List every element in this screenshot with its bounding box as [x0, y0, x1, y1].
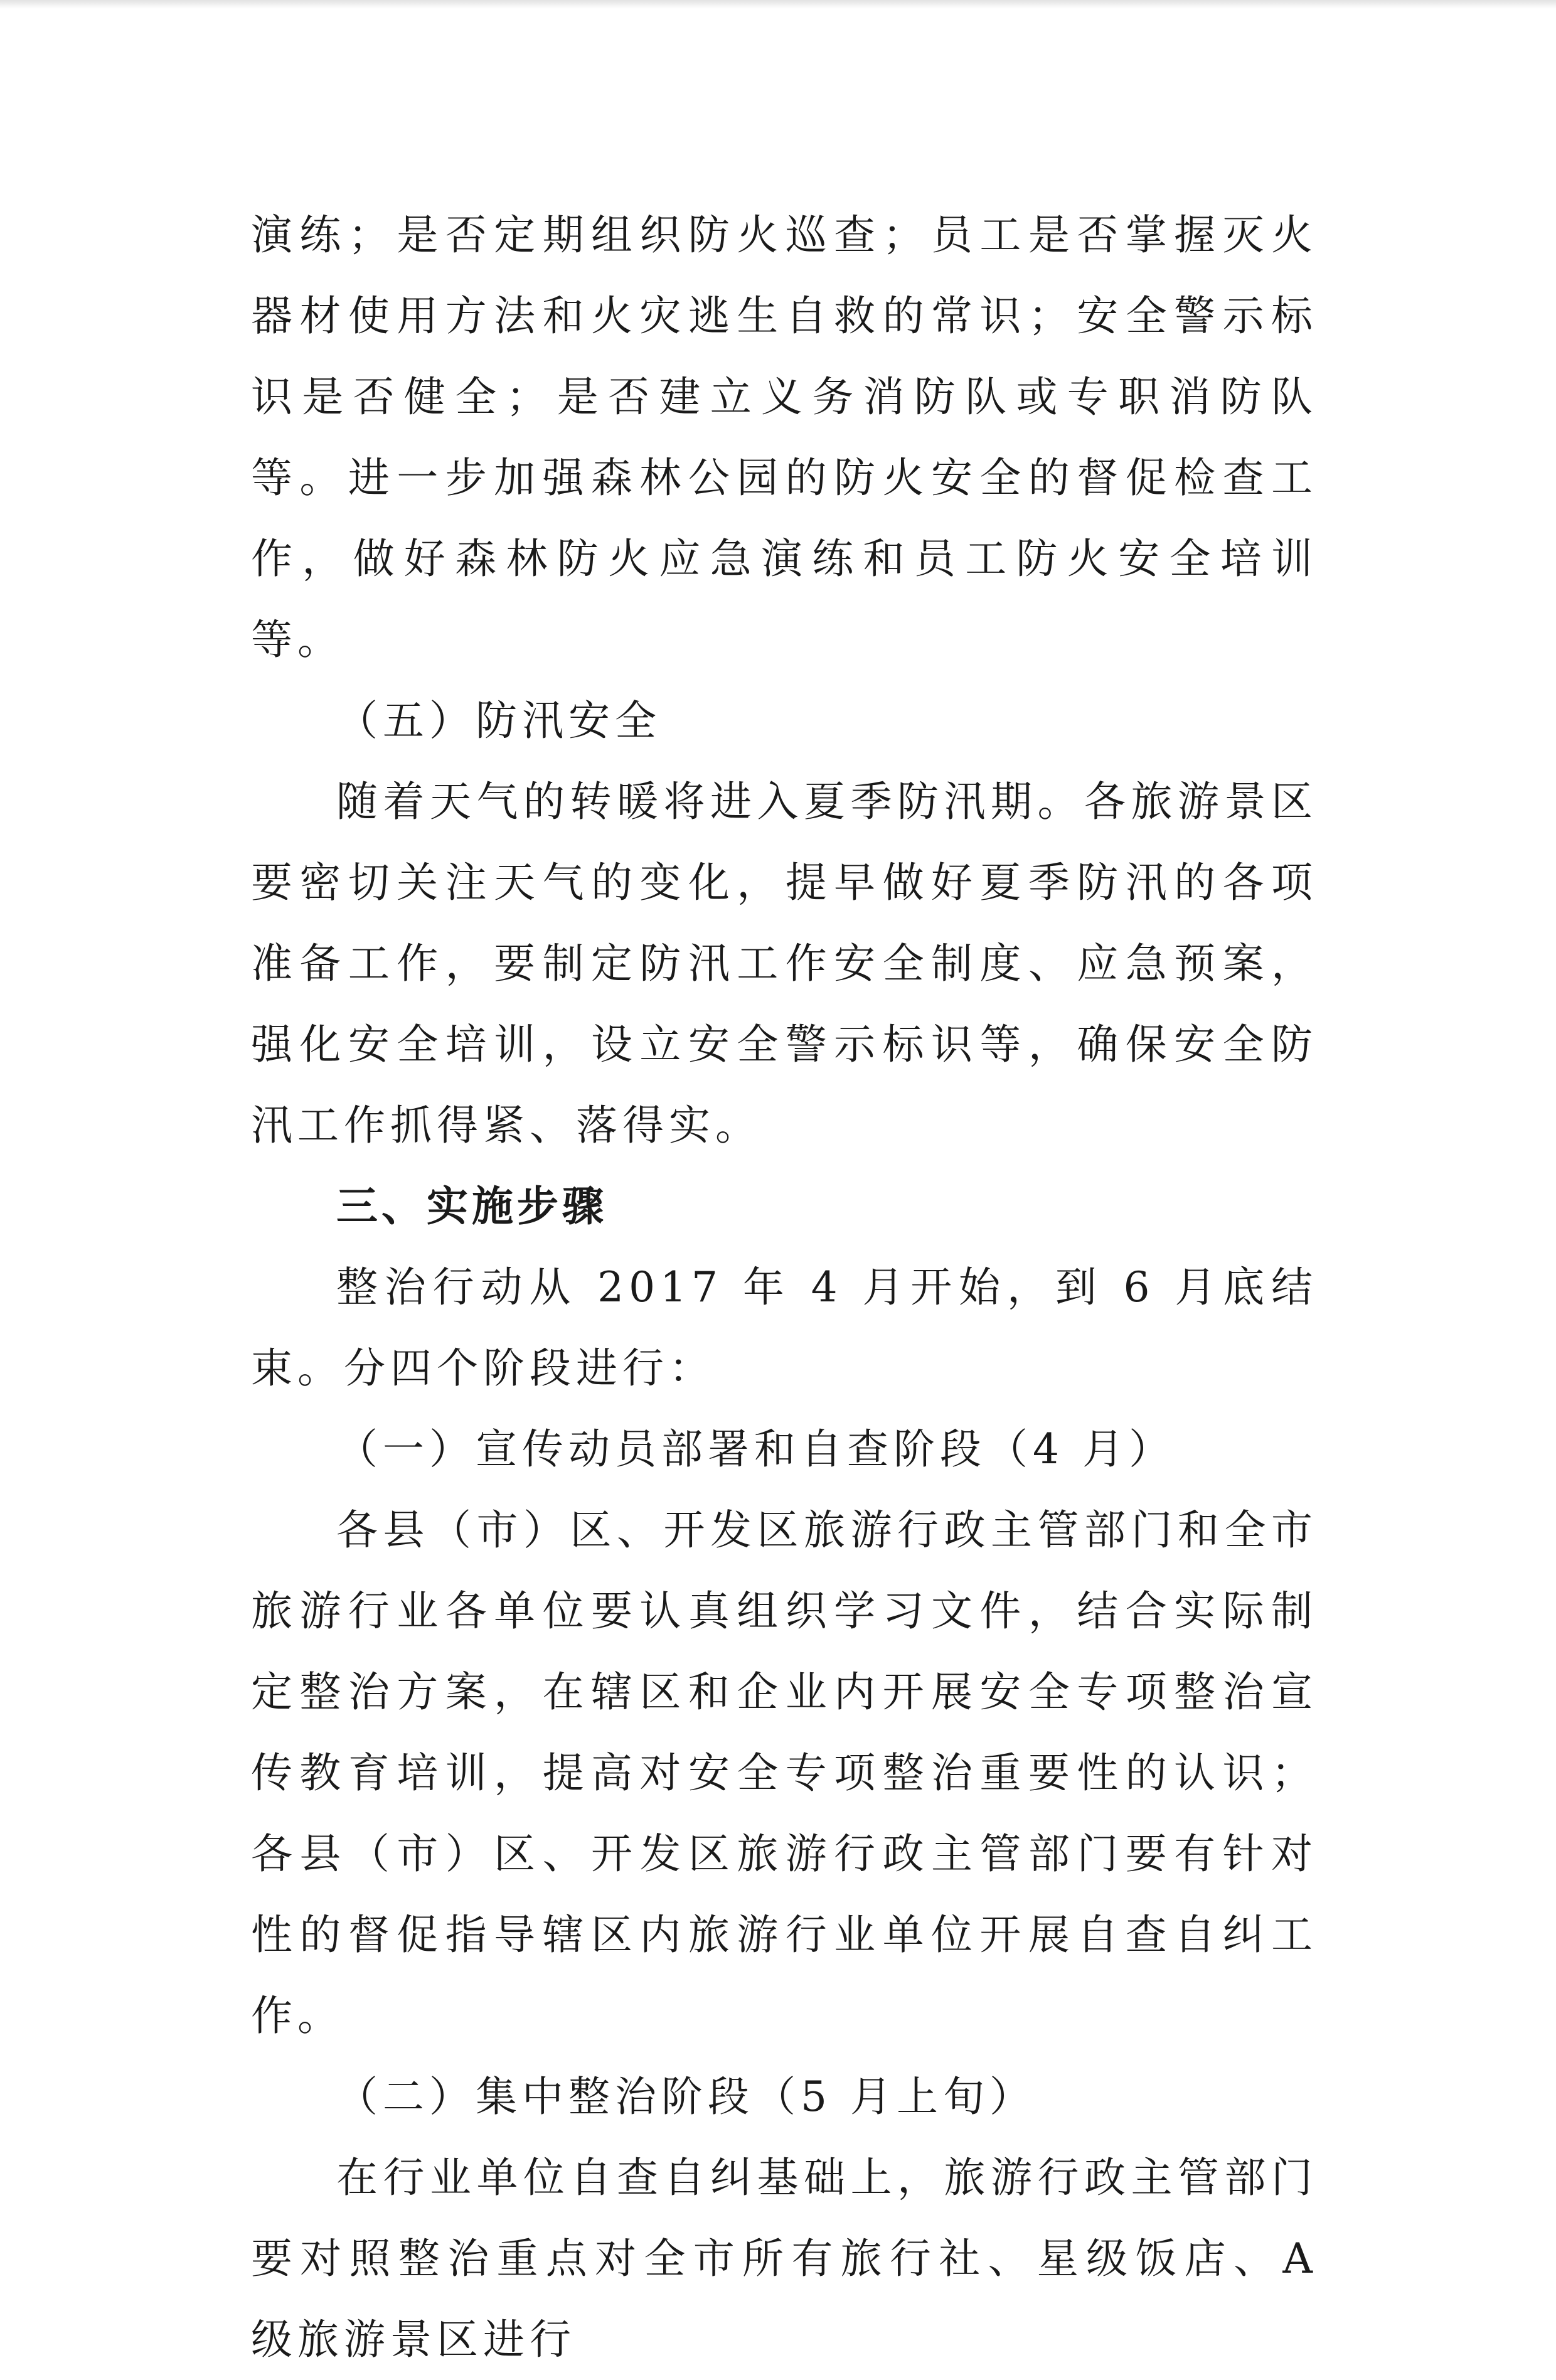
paragraph-fire-safety-continued: 演练；是否定期组织防火巡查；员工是否掌握灭火器材使用方法和火灾逃生自救的常识；安全警示标识是否健全；是否建立义务消防队或专职消防队等。进一步加强森林公园的防火安全的督促检查工作，做好森林防火应急演练和员工防火安全培训等。	[251, 211, 1318, 664]
scan-top-edge	[0, 0, 1556, 9]
paragraph-implementation-intro: 整治行动从 2017 年 4 月开始，到 6 月底结束。分四个阶段进行：	[251, 1263, 1318, 1392]
section-heading-flood-safety: （五）防汛安全	[336, 696, 661, 745]
paragraph-stage-one: 各县（市）区、开发区旅游行政主管部门和全市旅游行业各单位要认真组织学习文件，结合实际制定整治方案，在辖区和企业内开展安全专项整治宣传教育培训，提高对安全专项整治重要性的认识；各县（市）区、开发区旅游行政主管部门要有针对性的督促指导辖区内旅游行业单位开展自查自纠工作。	[251, 1506, 1318, 2040]
paragraph-stage-two: 在行业单位自查自纠基础上，旅游行政主管部门要对照整治重点对全市所有旅行社、星级饭店、A 级旅游景区进行	[251, 2153, 1318, 2364]
paragraph-flood-safety: 随着天气的转暖将进入夏季防汛期。各旅游景区要密切关注天气的变化，提早做好夏季防汛的各项准备工作，要制定防汛工作安全制度、应急预案，强化安全培训，设立安全警示标识等，确保安全防汛工作抓得紧、落得实。	[251, 777, 1318, 1150]
section-heading-stage-one: （一）宣传动员部署和自查阶段（4 月）	[336, 1425, 1175, 1473]
document-body	[251, 195, 1318, 2380]
section-heading-implementation-steps: 三、实施步骤	[336, 1182, 607, 1230]
section-heading-stage-two: （二）集中整治阶段（5 月上旬）	[336, 2073, 1036, 2121]
